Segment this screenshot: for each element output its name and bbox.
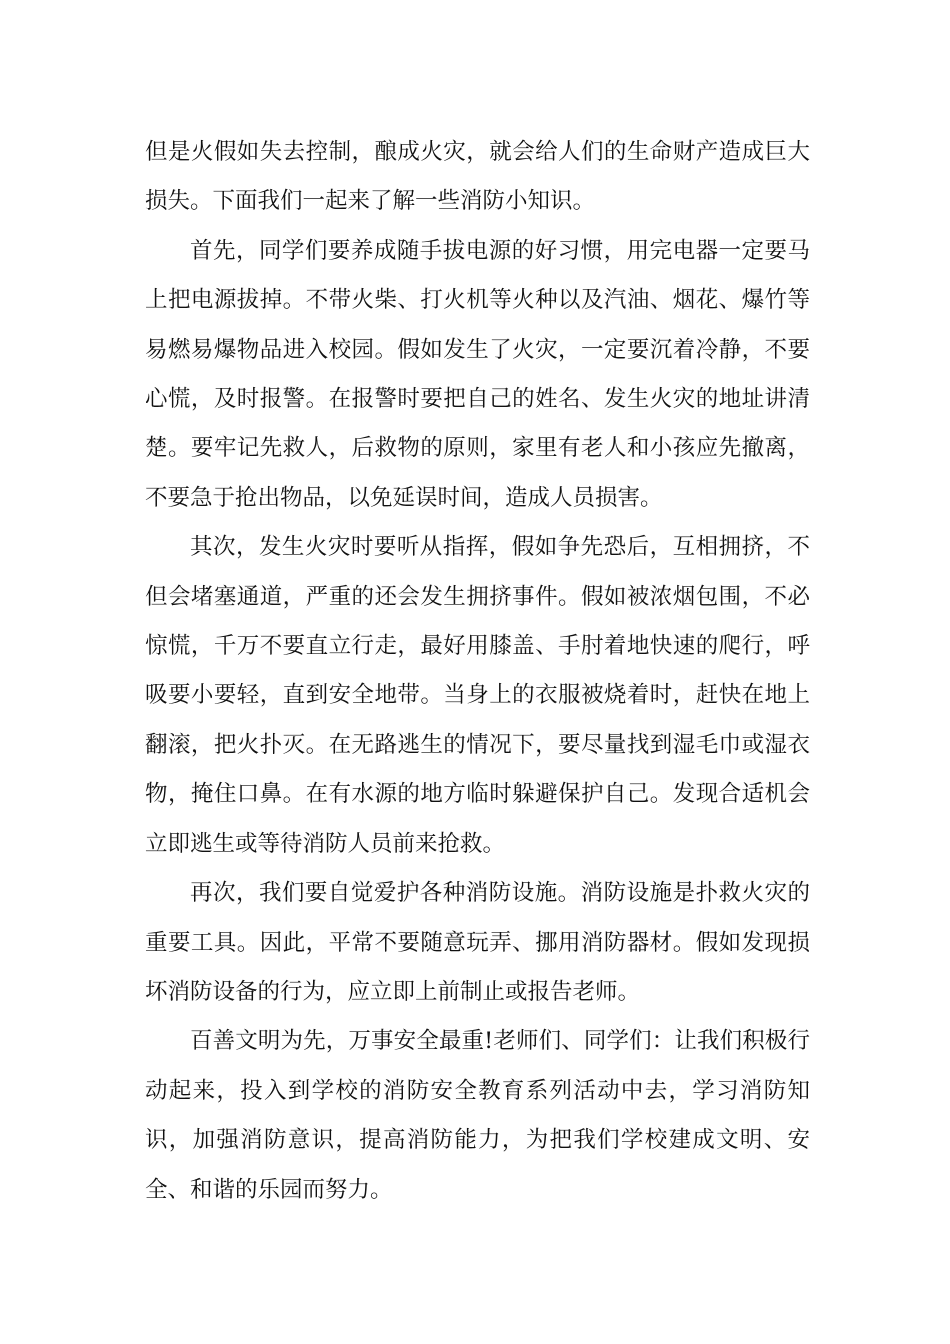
paragraph-continuation: 但是火假如失去控制，酿成火灾，就会给人们的生命财产造成巨大损失。下面我们一起来了解一些消防小知识。 — [145, 139, 810, 215]
paragraph-third: 再次，我们要自觉爱护各种消防设施。消防设施是扑救火灾的重要工具。因此，平常不要随意玩弄、挪用消防器材。假如发现损坏消防设备的行为，应立即上前制止或报告老师。 — [145, 880, 810, 1005]
paragraph-closing: 百善文明为先，万事安全最重!老师们、同学们：让我们积极行动起来，投入到学校的消防安全教育系列活动中去，学习消防知识，加强消防意识，提高消防能力，为把我们学校建成文明、安全、和谐的乐园而努力。 — [145, 1028, 810, 1203]
paragraph-first: 首先，同学们要养成随手拔电源的好习惯，用完电器一定要马上把电源拔掉。不带火柴、打火机等火种以及汽油、烟花、爆竹等易燃易爆物品进入校园。假如发生了火灾，一定要沉着冷静，不要心慌，及时报警。在报警时要把自己的姓名、发生火灾的地址讲清楚。要牢记先救人，后救物的原则，家里有老人和小孩应先撤离，不要急于抢出物品，以免延误时间，造成人员损害。 — [145, 237, 810, 511]
document-body — [145, 128, 810, 1215]
paragraph-second: 其次，发生火灾时要听从指挥，假如争先恐后，互相拥挤，不但会堵塞通道，严重的还会发生拥挤事件。假如被浓烟包围，不必惊慌，千万不要直立行走，最好用膝盖、手肘着地快速的爬行，呼吸要小要轻，直到安全地带。当身上的衣服被烧着时，赶快在地上翻滚，把火扑灭。在无路逃生的情况下，要尽量找到湿毛巾或湿衣物，掩住口鼻。在有水源的地方临时躲避保护自己。发现合适机会立即逃生或等待消防人员前来抢救。 — [145, 534, 810, 857]
